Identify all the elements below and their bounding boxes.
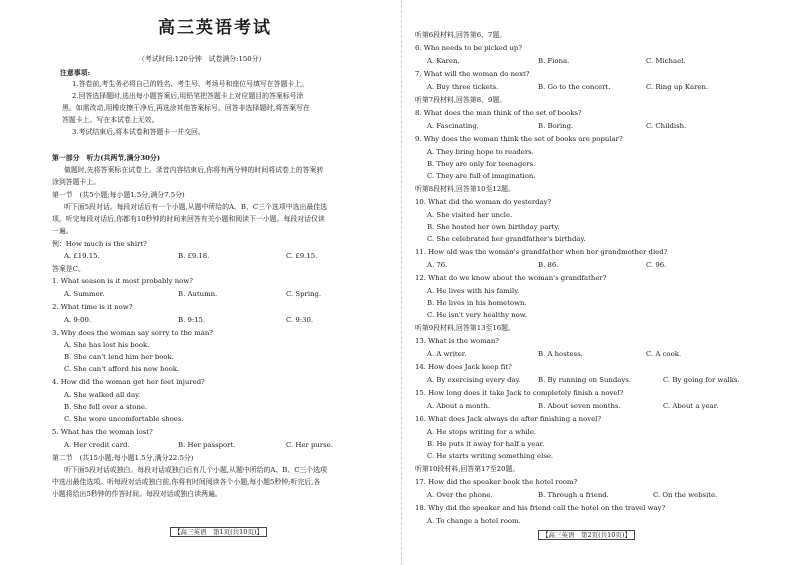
option-c: C. They are full of imagination. (427, 172, 536, 180)
section2-desc: 中选出最佳选项。听每段对话或独白前,你将有时间阅读各个小题,每小题5秒钟;听完后,各 (52, 478, 321, 486)
option-b: B. Her passport. (178, 441, 236, 449)
option-b: B. 9:15. (178, 316, 206, 324)
option-b: B. About seven months. (538, 402, 621, 410)
footer-label: 【高三英语 第2页(共10页)】 (538, 530, 635, 540)
question-15: 15. How long does it take Jack to completely finish a novel? (415, 389, 624, 397)
option-b: B. Fiona. (538, 57, 570, 65)
option-c: C. Spring. (286, 290, 322, 298)
option-a: A. Fascinating. (427, 122, 479, 130)
footer-label: 【高三英语 第1页(共10页)】 (170, 527, 267, 537)
option-a: A. To change a hotel room. (427, 517, 521, 525)
option-a: A. 9:00. (64, 316, 92, 324)
option-c: C. 9:30. (286, 316, 314, 324)
option-c: C. 96. (646, 261, 667, 269)
section2-heading: 第二节 (共15小题;每小题1.5分,满分22.5分) (52, 454, 194, 462)
option-a: A. He stops writing for a while. (427, 428, 537, 436)
option-b: B. She can't lend him her book. (64, 353, 174, 361)
notice-item-2-cont: 黑。如需改动,用橡皮擦干净后,再选涂其他答案标号。回答非选择题时,将答案写在 (62, 104, 310, 112)
section1-desc: 一遍。 (52, 227, 73, 235)
page-divider (401, 0, 402, 565)
question-8: 8. What does the man think of the set of books? (415, 109, 582, 117)
section1-desc: 项。听完每段对话后,你都有10秒钟的时间来回答有关小题和阅读下一小题。每段对话仅读 (52, 215, 325, 223)
option-b: B. They are only for teenagers. (427, 160, 536, 168)
question-9: 9. Why does the woman think the set of books are popular? (415, 135, 623, 143)
example-answer: 答案是C。 (52, 265, 85, 273)
question-13: 13. What is the woman? (415, 337, 499, 345)
question-1: 1. What season is it most probably now? (52, 277, 193, 285)
section2-desc: 听下面5段对话或独白。每段对话或独白后有几个小题,从题中所给的A、B、C三个选项 (64, 466, 328, 474)
question-5: 5. What has the woman lost? (52, 428, 153, 436)
question-16: 16. What does Jack always do after finishing a novel? (415, 415, 602, 423)
option-c: C. Childish. (646, 122, 687, 130)
part1-desc: 涂到答题卡上。 (52, 178, 101, 186)
option-b: B. Autumn. (178, 290, 218, 298)
option-c: C. She can't afford his new book. (64, 365, 180, 373)
option-b: B. He puts it away for half a year. (427, 440, 545, 448)
option-a: A. She has lost his book. (64, 341, 150, 349)
option-c: C. A cook. (646, 350, 682, 358)
question-12: 12. What do we know about the woman's grandfather? (415, 274, 607, 282)
option-a: A. Summer. (64, 290, 105, 298)
option-b: B. He lives in his hometown. (427, 299, 527, 307)
notice-item-1: 1.答卷前,考生务必将自己的姓名、考生号、考场号和座位号填写在答题卡上。 (72, 80, 309, 88)
option-a: A. She visited her uncle. (427, 211, 513, 219)
question-17: 17. How did the speaker book the hotel room? (415, 478, 578, 486)
exam-subtitle: （考试时间:120分钟 试卷满分:150分） (138, 55, 266, 63)
option-a: A. £19.15. (64, 252, 100, 260)
option-c: C. She celebrated her grandfather's birthday. (427, 235, 586, 243)
option-c: C. £9.15. (286, 252, 318, 260)
material-8: 听第8段材料,回答第10至12题。 (415, 185, 515, 193)
part1-desc: 做题时,先将答案标在试卷上。录音内容结束后,你将有两分钟的时间将试卷上的答案转 (64, 166, 324, 174)
section1-desc: 听下面5段对话。每段对话后有一个小题,从题中所给的A、B、C三个选项中选出最佳选 (64, 203, 328, 211)
option-a: A. By exercising every day. (427, 376, 521, 384)
question-6: 6. Who needs to be picked up? (415, 44, 523, 52)
question-18: 18. Why did the speaker and his friend call the hotel on the travel way? (415, 504, 666, 512)
option-a: A. About a month. (427, 402, 491, 410)
option-a: A. She walked all day. (64, 391, 141, 399)
option-a: A. Karen. (427, 57, 460, 65)
option-c: C. Michael. (646, 57, 686, 65)
option-a: A. Her credit card. (64, 441, 130, 449)
option-c: C. By going for walks. (663, 376, 740, 384)
page-footer (170, 528, 267, 537)
question-14: 14. How does Jack keep fit? (415, 363, 512, 371)
notice-heading: 注意事项: (60, 69, 91, 77)
option-c: C. Ring up Karen. (646, 83, 709, 91)
material-9: 听第9段材料,回答第13至16题。 (415, 324, 515, 332)
option-a: A. A writer. (427, 350, 467, 358)
question-10: 10. What did the woman do yesterday? (415, 198, 552, 206)
question-2: 2. What time is it now? (52, 303, 133, 311)
material-6: 听第6段材料,回答第6、7题。 (415, 31, 507, 39)
option-b: B. £9.18. (178, 252, 210, 260)
option-a: A. 76. (427, 261, 448, 269)
option-b: B. 86. (538, 261, 559, 269)
part1-heading: 第一部分 听力(共两节,满分30分) (52, 154, 161, 162)
option-c: C. On the website. (653, 491, 718, 499)
option-b: B. By running on Sundays. (538, 376, 631, 384)
option-a: A. Buy three tickets. (427, 83, 499, 91)
option-b: B. Through a friend. (538, 491, 609, 499)
notice-item-2-cont: 答题卡上。写在本试卷上无效。 (62, 116, 159, 124)
section2-desc: 小题将给出5秒钟的作答时间。每段对话或独白读两遍。 (52, 490, 222, 498)
option-b: B. She hosted her own birthday party. (427, 223, 560, 231)
option-b: B. Go to the concert. (538, 83, 611, 91)
option-b: B. Boring. (538, 122, 574, 130)
option-c: C. About a year. (663, 402, 719, 410)
exam-title: 高三英语考试 (158, 18, 272, 38)
option-a: A. He lives with his family. (427, 287, 520, 295)
option-c: C. He isn't very healthy now. (427, 311, 528, 319)
option-c: C. She wore uncomfortable shoes. (64, 415, 184, 423)
option-c: C. Her purse. (286, 441, 333, 449)
notice-item-2: 2.回答选择题时,选出每小题答案后,用铅笔把答题卡上对应题目的答案标号涂 (72, 92, 304, 100)
material-7: 听第7段材料,回答第8、9题。 (415, 96, 507, 104)
option-c: C. He starts writing something else. (427, 452, 554, 460)
example-question: 例：How much is the shirt? (52, 240, 147, 248)
material-10: 听第10段材料,回答第17至20题。 (415, 465, 520, 473)
question-11: 11. How old was the woman's grandfather when her grandmother died? (415, 248, 668, 256)
option-a: A. They bring hope to readers. (427, 148, 534, 156)
section1-heading: 第一节 (共5小题;每小题1.5分,满分7.5分) (52, 191, 185, 199)
question-7: 7. What will the woman do next? (415, 70, 530, 78)
option-a: A. Over the phone. (427, 491, 493, 499)
page-footer (538, 531, 635, 540)
question-3: 3. Why does the woman say sorry to the man? (52, 329, 213, 337)
question-4: 4. How did the woman get her feet injured? (52, 378, 205, 386)
notice-item-3: 3.考试结束后,将本试卷和答题卡一并交回。 (72, 128, 205, 136)
option-b: B. A hostess. (538, 350, 583, 358)
option-b: B. She fell over a stone. (64, 403, 148, 411)
